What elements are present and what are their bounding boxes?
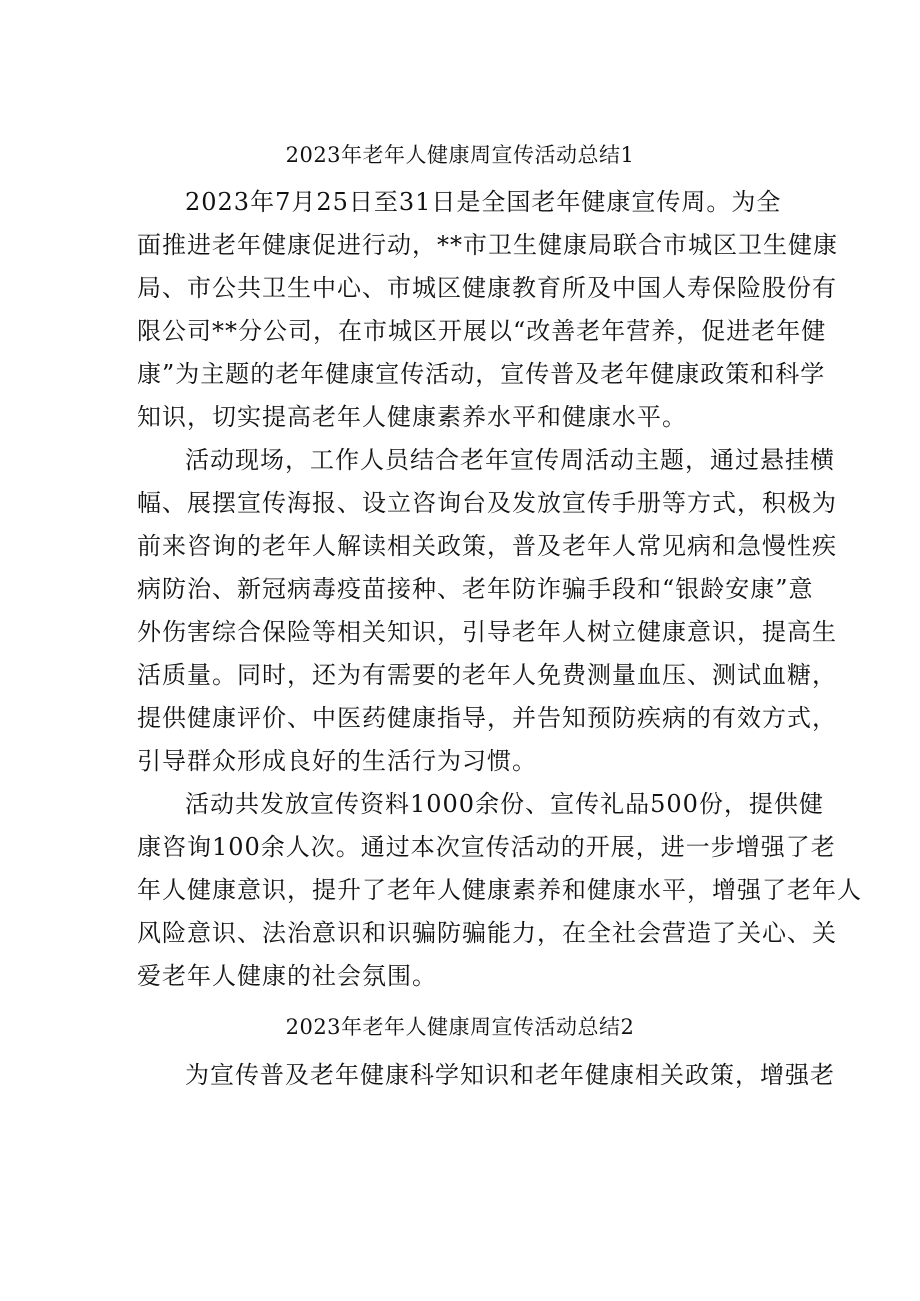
paragraph-line: 风险意识、法治意识和识骗防骗能力，在全社会营造了关心、关 <box>137 919 837 947</box>
paragraph-line: 幅、展摆宣传海报、设立咨询台及发放宣传手册等方式，积极为 <box>137 489 837 517</box>
paragraph-line: 活动现场，工作人员结合老年宣传周活动主题，通过悬挂横 <box>185 446 835 474</box>
paragraph-line: 局、市公共卫生中心、市城区健康教育所及中国人寿保险股份有 <box>137 274 837 302</box>
paragraph-line: 限公司**分公司，在市城区开展以“改善老年营养，促进老年健 <box>137 317 827 345</box>
paragraph-line: 外伤害综合保险等相关知识，引导老年人树立健康意识，提高生 <box>137 618 837 646</box>
section1-title: 2023年老年人健康周宣传活动总结1 <box>285 143 635 167</box>
section2-title: 2023年老年人健康周宣传活动总结2 <box>285 1015 635 1039</box>
paragraph-line: 活动共发放宣传资料1000余份、宣传礼品500份，提供健 <box>185 790 824 818</box>
paragraph-line: 爱老年人健康的社会氛围。 <box>137 962 437 990</box>
paragraph-line: 活质量。同时，还为有需要的老年人免费测量血压、测试血糖， <box>137 661 837 689</box>
paragraph-line: 面推进老年健康促进行动，**市卫生健康局联合市城区卫生健康 <box>137 231 838 259</box>
paragraph-line: 为宣传普及老年健康科学知识和老年健康相关政策，增强老 <box>185 1061 835 1089</box>
paragraph-line: 病防治、新冠病毒疫苗接种、老年防诈骗手段和“银龄安康”意 <box>137 575 814 603</box>
paragraph-line: 知识，切实提高老年人健康素养水平和健康水平。 <box>137 403 687 431</box>
paragraph-line: 引导群众形成良好的生活行为习惯。 <box>137 747 537 775</box>
paragraph-line: 年人健康意识，提升了老年人健康素养和健康水平，增强了老年人 <box>137 876 862 904</box>
paragraph-line: 前来咨询的老年人解读相关政策，普及老年人常见病和急慢性疾 <box>137 532 837 560</box>
paragraph-line: 提供健康评价、中医药健康指导，并告知预防疾病的有效方式， <box>137 704 837 732</box>
paragraph-line: 康咨询100余人次。通过本次宣传活动的开展，进一步增强了老 <box>137 833 836 861</box>
paragraph-line: 2023年7月25日至31日是全国老年健康宣传周。为全 <box>185 188 782 216</box>
paragraph-line: 康”为主题的老年健康宣传活动，宣传普及老年健康政策和科学 <box>137 360 826 388</box>
